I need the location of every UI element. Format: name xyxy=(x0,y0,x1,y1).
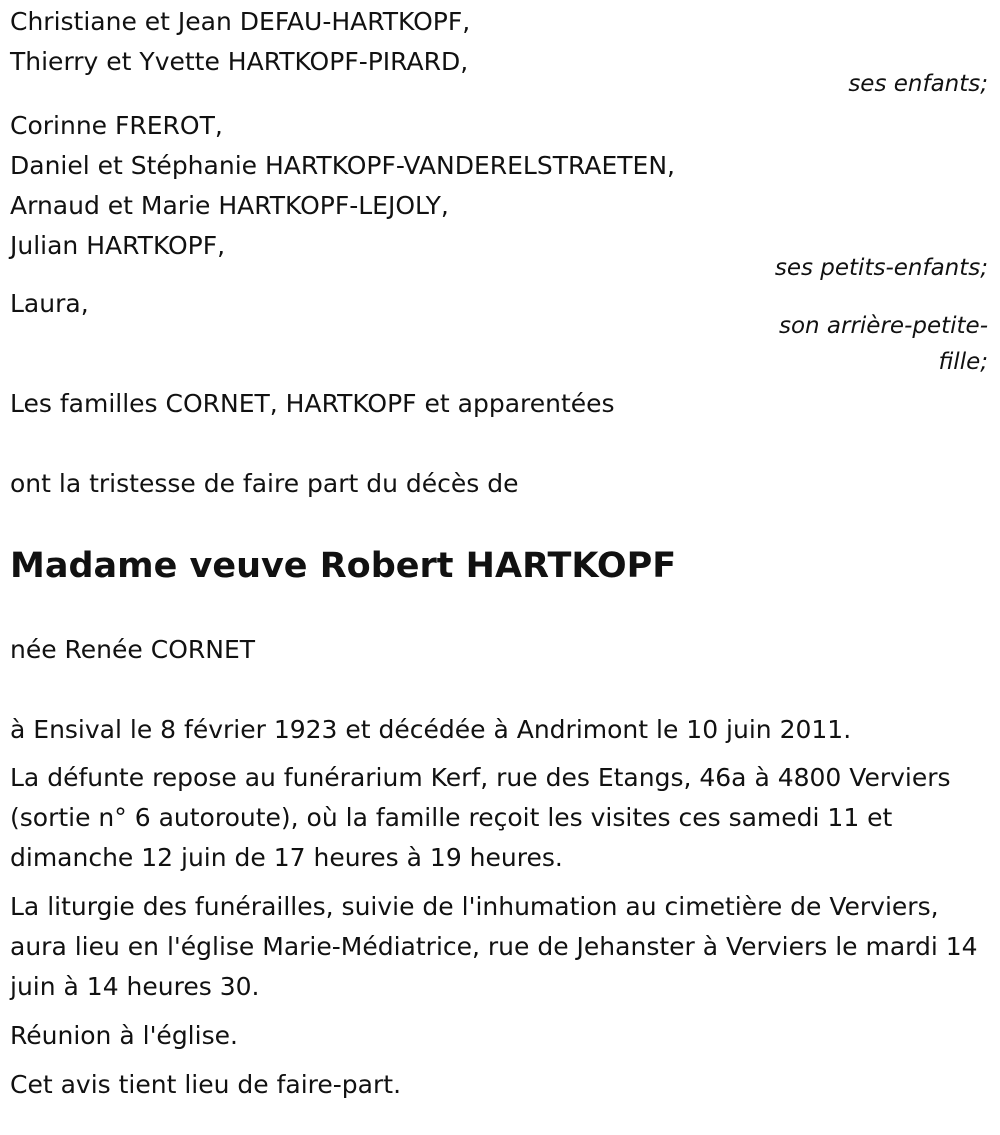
grandchildren-group xyxy=(10,106,990,286)
deceased-name: Madame veuve Robert HARTKOPF xyxy=(10,546,677,586)
children-role: ses enfants; xyxy=(848,71,988,97)
grandchild-line: Julian HARTKOPF, xyxy=(10,231,226,260)
closing-paragraph: Cet avis tient lieu de faire-part. xyxy=(10,1070,402,1099)
meeting-paragraph: Réunion à l'église. xyxy=(10,1021,238,1050)
great-granddaughter-role: son arrière-petite-fille; xyxy=(778,313,988,375)
child-line: Christiane et Jean DEFAU-HARTKOPF, xyxy=(10,7,471,36)
maiden-name: née Renée CORNET xyxy=(10,635,256,664)
liturgy-paragraph: La liturgie des funérailles, suivie de l'inhumation au cimetière de Verviers, aura lieu en l'église Marie-Médiatrice, rue de Jehanster à Verviers le mardi 14 juin à 14 heures 30. xyxy=(10,892,978,1001)
great-granddaughter-name: Laura, xyxy=(10,289,89,318)
grandchild-line: Daniel et Stéphanie HARTKOPF-VANDERELSTRAETEN, xyxy=(10,151,675,180)
grandchildren-role: ses petits-enfants; xyxy=(774,255,988,281)
grandchild-line: Arnaud et Marie HARTKOPF-LEJOLY, xyxy=(10,191,449,220)
announcement-line: ont la tristesse de faire part du décès de xyxy=(10,469,519,498)
great-granddaughter-group xyxy=(10,284,990,380)
children-group xyxy=(10,0,990,102)
families-line: Les familles CORNET, HARTKOPF et apparentées xyxy=(10,389,615,418)
birth-death-line: à Ensival le 8 février 1923 et décédée à Andrimont le 10 juin 2011. xyxy=(10,715,852,744)
obituary-notice xyxy=(10,0,990,1105)
rest-paragraph: La défunte repose au funérarium Kerf, rue des Etangs, 46a à 4800 Verviers (sortie n° 6 autoroute), où la famille reçoit les visites ces samedi 11 et dimanche 12 juin de 17 heures à 19 heures. xyxy=(10,763,951,872)
grandchild-line: Corinne FREROT, xyxy=(10,111,223,140)
child-line: Thierry et Yvette HARTKOPF-PIRARD, xyxy=(10,47,469,76)
